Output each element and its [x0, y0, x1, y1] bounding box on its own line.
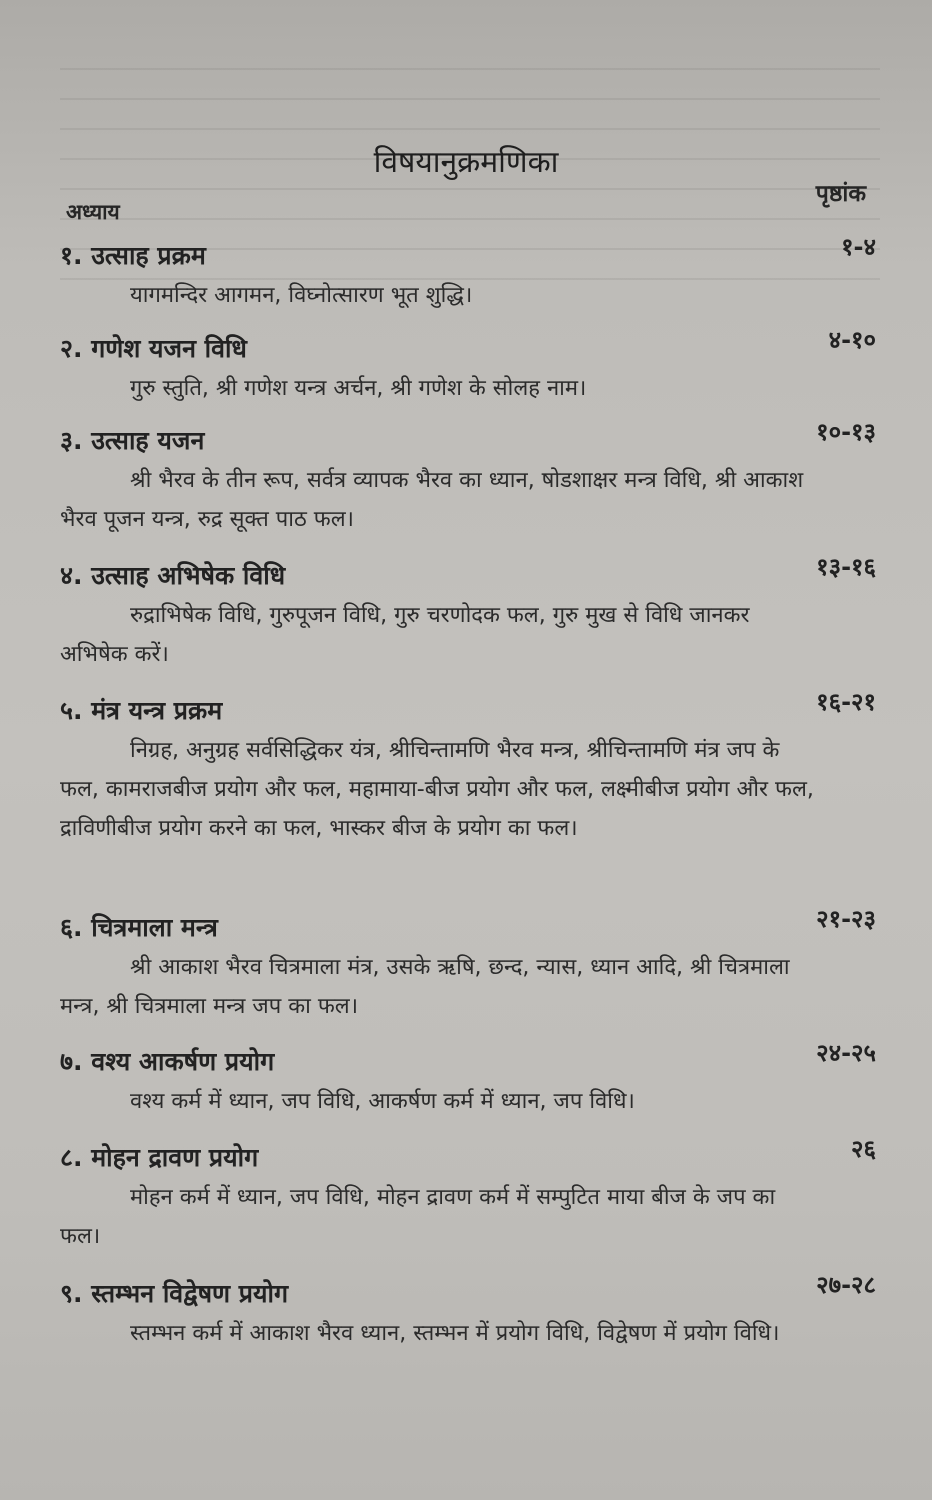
column-header-pages: पृष्ठांक — [815, 181, 866, 207]
chapter-title: ७. वश्य आकर्षण प्रयोग — [60, 1047, 275, 1076]
toc-entry — [60, 233, 876, 315]
chapter-description: मोहन कर्म में ध्यान, जप विधि, मोहन द्रावण कर्म में सम्पुटित माया बीज के जप का फल। — [60, 1185, 776, 1249]
chapter-description: स्तम्भन कर्म में आकाश भैरव ध्यान, स्तम्भन में प्रयोग विधि, विद्वेषण में प्रयोग विधि। — [130, 1321, 780, 1346]
chapter-title: ५. मंत्र यन्त्र प्रक्रम — [60, 696, 223, 725]
chapter-title: ३. उत्साह यजन — [60, 426, 205, 455]
chapter-description: यागमन्दिर आगमन, विघ्नोत्सारण भूत शुद्धि। — [130, 283, 473, 308]
chapter-description: रुद्राभिषेक विधि, गुरुपूजन विधि, गुरु चरणोदक फल, गुरु मुख से विधि जानकर अभिषेक करें। — [60, 603, 750, 667]
chapter-description: गुरु स्तुति, श्री गणेश यन्त्र अर्चन, श्री गणेश के सोलह नाम। — [130, 376, 587, 401]
chapter-title: ८. मोहन द्रावण प्रयोग — [60, 1143, 259, 1172]
page-range: २१-२३ — [816, 905, 876, 933]
page-range: २६ — [851, 1135, 876, 1163]
chapter-title: १. उत्साह प्रक्रम — [60, 241, 206, 270]
page-range: २४-२५ — [816, 1039, 876, 1067]
toc-entry — [60, 553, 876, 674]
toc-entry — [60, 418, 876, 539]
page-range: १०-१३ — [816, 418, 876, 446]
toc-entry — [60, 688, 876, 848]
chapter-description: वश्य कर्म में ध्यान, जप विधि, आकर्षण कर्म में ध्यान, जप विधि। — [130, 1089, 635, 1114]
column-header-chapter: अध्याय — [66, 200, 120, 224]
chapter-description: श्री आकाश भैरव चित्रमाला मंत्र, उसके ऋषि, छन्द, न्यास, ध्यान आदि, श्री चित्रमाला मन्त्र, श्री चित्रमाला मन्त्र जप का फल। — [60, 955, 790, 1019]
toc-entry — [60, 1135, 876, 1256]
chapter-title: ९. स्तम्भन विद्वेषण प्रयोग — [60, 1279, 289, 1308]
toc-entry — [60, 1039, 876, 1121]
chapter-title: ४. उत्साह अभिषेक विधि — [60, 561, 286, 590]
page-range: २७-२८ — [816, 1271, 876, 1299]
chapter-title: २. गणेश यजन विधि — [60, 334, 247, 363]
toc-entry — [60, 326, 876, 408]
page-range: १३-१६ — [816, 553, 876, 581]
chapter-title: ६. चित्रमाला मन्त्र — [60, 913, 218, 942]
page-range: ४-१० — [828, 326, 876, 354]
chapter-description: निग्रह, अनुग्रह सर्वसिद्धिकर यंत्र, श्रीचिन्तामणि भैरव मन्त्र, श्रीचिन्तामणि मंत्र जप के फल, कामराजबीज प्रयोग और फल, महामाया-बीज प्रयोग और फल, लक्ष्मीबीज प्रयोग और फल, द्राविणीबीज प्रयोग करने का फल, भास्कर बीज के प्रयोग का फल। — [60, 738, 814, 841]
toc-entry — [60, 1271, 876, 1353]
page-range: १६-२१ — [816, 688, 876, 716]
page-range: १-४ — [841, 233, 876, 261]
chapter-description: श्री भैरव के तीन रूप, सर्वत्र व्यापक भैरव का ध्यान, षोडशाक्षर मन्त्र विधि, श्री आकाश भैरव पूजन यन्त्र, रुद्र सूक्त पाठ फल। — [60, 468, 804, 532]
page-title: विषयानुक्रमणिका — [373, 145, 559, 180]
toc-entry — [60, 905, 876, 1026]
